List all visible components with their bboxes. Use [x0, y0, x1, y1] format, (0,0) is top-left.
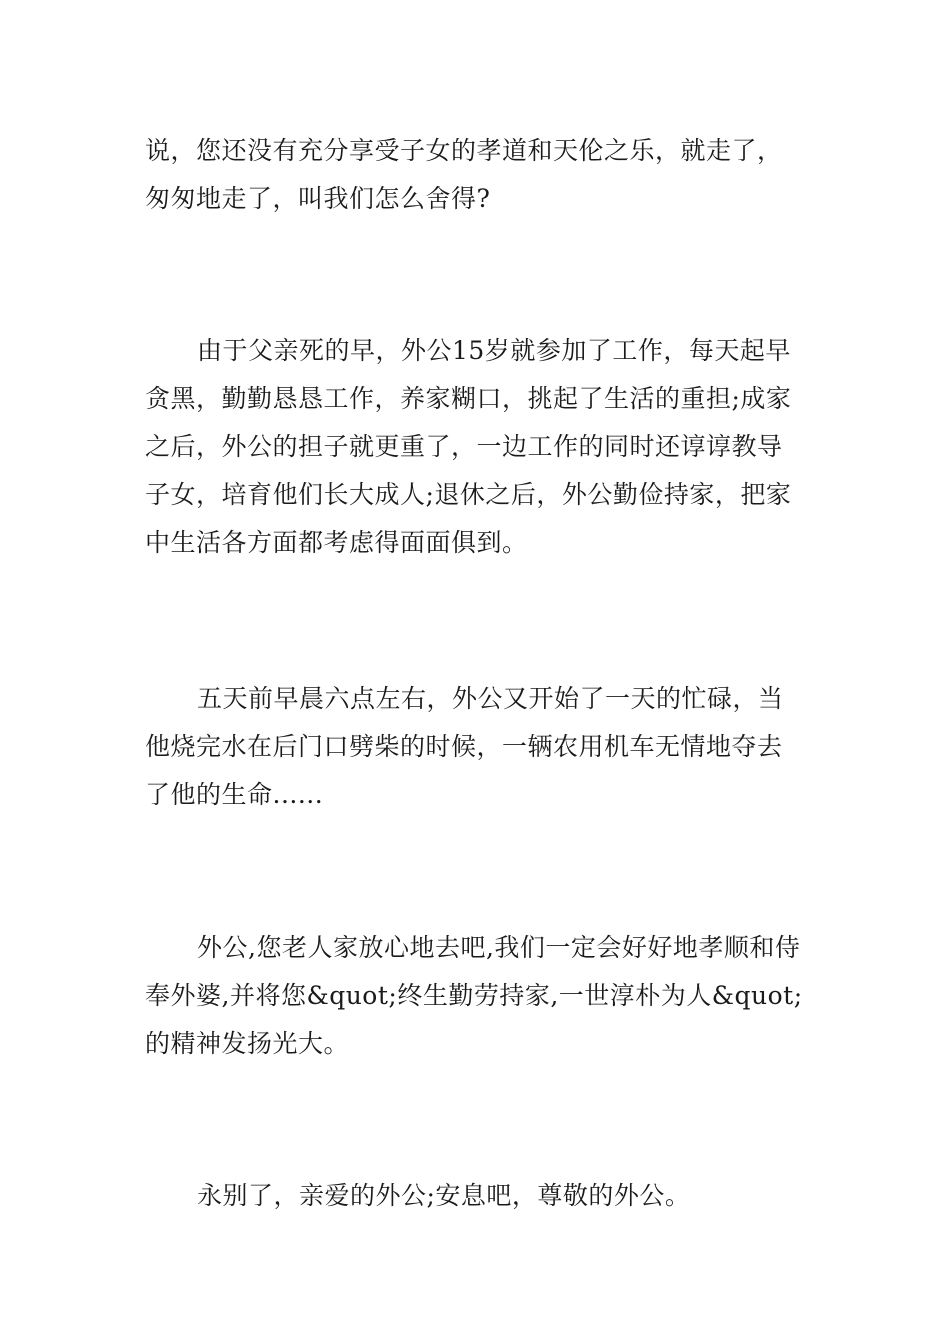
paragraph-continuation: 说，您还没有充分享受子女的孝道和天伦之乐，就走了，匆匆地走了，叫我们怎么舍得?	[145, 136, 783, 213]
paragraph-accident: 五天前早晨六点左右，外公又开始了一天的忙碌，当他烧完水在后门口劈柴的时候，一辆农用机车无情地夺去了他的生命......	[145, 684, 784, 809]
paragraph-farewell: 永别了，亲爱的外公;安息吧，尊敬的外公。	[197, 1181, 691, 1210]
paragraph-promise: 外公,您老人家放心地去吧,我们一定会好好地孝顺和侍奉外婆,并将您&quot;终生勤劳持家,一世淳朴为人&quot;的精神发扬光大。	[145, 933, 803, 1058]
paragraph-life-story: 由于父亲死的早，外公15岁就参加了工作，每天起早贪黑，勤勤恳恳工作，养家糊口，挑起了生活的重担;成家之后，外公的担子就更重了，一边工作的同时还谆谆教导子女，培育他们长大成人;退休之后，外公勤俭持家，把家中生活各方面都考虑得面面俱到。	[145, 336, 792, 557]
